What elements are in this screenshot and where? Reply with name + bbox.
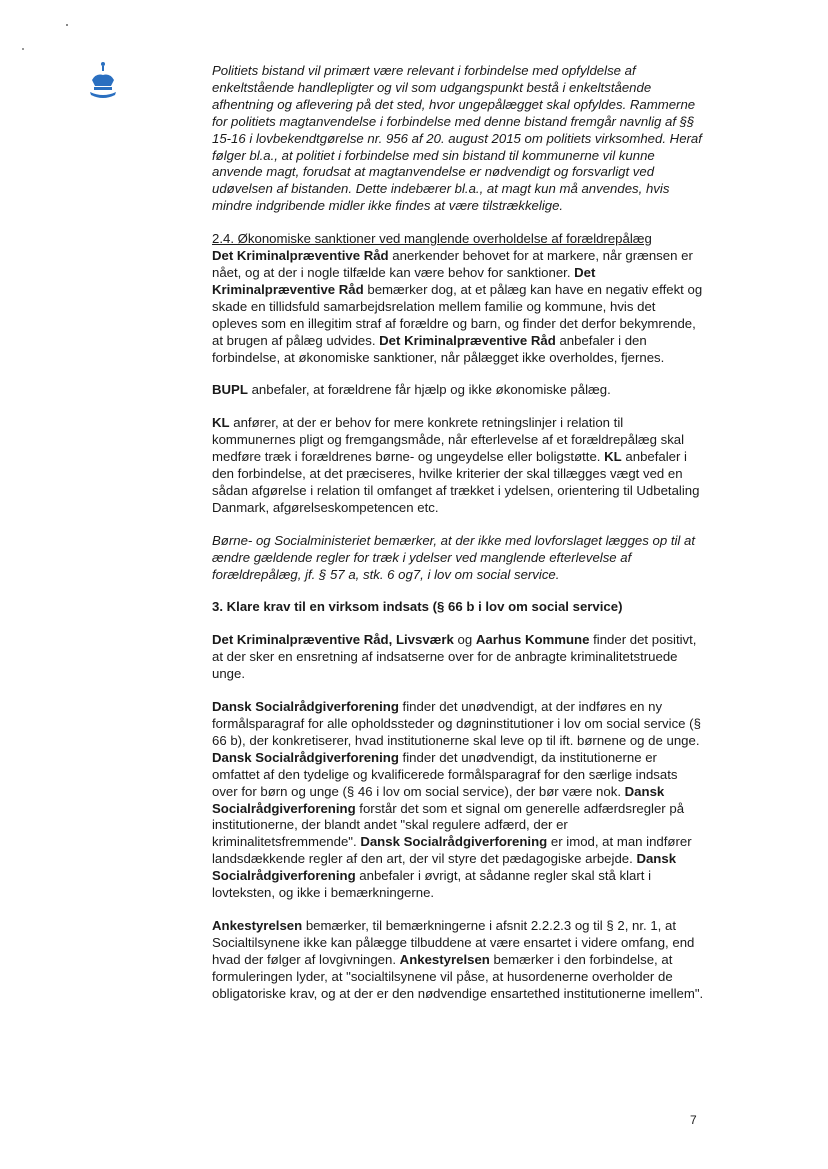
- scan-speck: [66, 24, 68, 26]
- text-run: finder det unødvendigt, da institutionerne er omfattet af den tydelige og kvalificerede formålsparagraf for den særlige indsats over for børn og unge (§ 46 i lov om social service), der bør være nok.: [212, 749, 678, 799]
- paragraph-dansk-socialraadgiverforening: [212, 699, 704, 902]
- organization-name: Det Kriminalpræventive Råd: [212, 264, 596, 297]
- paragraph-ministry-response: Børne- og Socialministeriet bemærker, at der ikke med lovforslaget lægges op til at ændre gældende regler for træk i ydelser ved manglende efterlevelse af forældrepålæg, jf. § 57 a, stk. 6 og7, i lov om social service.: [212, 532, 696, 582]
- text-run: er imod, at man indfører landsdækkende regler af den art, der vil styre det pædagogiske arbejde.: [212, 834, 692, 867]
- text-run: bemærker dog, at et pålæg kan have en negativ effekt og skade en tillidsfuld samarbejdsrelation mellem familie og kommune, hvis det opleves som en illegitim straf af forældre og barn, og finder det derfor bekymrende, at brugen af pålæg udvides.: [212, 281, 703, 348]
- organization-name: KL: [212, 415, 230, 431]
- organization-name: Aarhus Kommune: [475, 632, 590, 648]
- organization-name: Dansk Socialrådgiverforening: [212, 851, 677, 884]
- organization-name: Det Kriminalpræventive Råd, Livsværk: [212, 632, 454, 648]
- text-run: anerkender behovet for at markere, når grænsen er nået, og at der i nogle tilfælde kan være behov for sanktioner.: [212, 248, 693, 280]
- organization-name: Ankestyrelsen: [212, 917, 303, 933]
- text-run: og: [453, 632, 476, 648]
- text-run: anbefaler i den forbindelse, at det præciseres, hvilke kriterier der skal tillægges vægt ved en sådan afgørelse i relation til omfanget af trækket i ydelsen, orientering til Udbetaling Danmark, afgørelseskompetencen etc.: [212, 449, 700, 515]
- text-run: bemærker i den forbindelse, at formuleringen lyder, at "socialtilsynene vil påse, at husordenerne overholder de obligatoriske krav, og at der er den nødvendige ensartethed institutionerne imellem".: [212, 951, 704, 1001]
- page-number: 7: [690, 1113, 697, 1127]
- text-run: finder det unødvendigt, at der indføres en ny formålsparagraf for alle opholdssteder og døgninstitutioner i lov om social service (§ 66 b), der konkretiserer, hvad institutionerne skal leve op til ift. børnene og de unge.: [212, 699, 701, 748]
- scan-speck: [22, 48, 24, 50]
- organization-name: KL: [604, 449, 622, 465]
- text-run: anfører, at der er behov for mere konkrete retningslinjer i relation til kommunernes pligt og fremgangsmåde, når efterlevelse af et forældrepålæg skal medføre træk i forældrenes børne- og ungeydelse eller boligstøtte.: [212, 415, 685, 465]
- section-heading-2-4: 2.4. Økonomiske sanktioner ved manglende overholdelse af forældrepålæg: [212, 231, 652, 247]
- text-run: bemærker, til bemærkningerne i afsnit 2.2.2.3 og til § 2, nr. 1, at Socialtilsynene ikke kan pålægge tilbuddene at være ensartet i videre omfang, end hvad der følger af lovgivningen.: [212, 917, 695, 967]
- text-run: forstår det som et signal om generelle adfærdsregler på institutionerne, der blandt andet "skal regulere adfærd, der er kriminalitetsfremmende".: [212, 800, 685, 850]
- organization-name: Dansk Socialrådgiverforening: [212, 783, 665, 816]
- paragraph-ankestyrelsen: [212, 918, 704, 1003]
- text-run: anbefaler i øvrigt, at sådanne regler skal stå klart i lovteksten, og ikke i bemærkningerne.: [212, 868, 652, 901]
- text-run: anbefaler, at forældrene får hjælp og ikke økonomiske pålæg.: [247, 382, 611, 398]
- paragraph-livsvaerk-aarhus: [212, 632, 704, 683]
- section-heading-3: 3. Klare krav til en virksom indsats (§ 66 b i lov om social service): [212, 599, 623, 615]
- document-body: [212, 63, 704, 1019]
- organization-name: Det Kriminalpræventive Råd: [212, 248, 389, 264]
- paragraph-kriminalpraeventive-raad: [212, 248, 704, 366]
- text-run: finder det positivt, at der sker en ensretning af indsatserne over for de anbragte kriminalitetstruede unge.: [212, 632, 697, 682]
- organization-name: Ankestyrelsen: [399, 951, 490, 967]
- crown-emblem-icon: [74, 58, 124, 114]
- organization-name: Dansk Socialrådgiverforening: [212, 749, 399, 765]
- organization-name: Dansk Socialrådgiverforening: [360, 834, 548, 850]
- organization-name: Dansk Socialrådgiverforening: [212, 699, 399, 715]
- organization-name: Det Kriminalpræventive Råd: [379, 332, 556, 348]
- paragraph-bupl: [212, 382, 704, 399]
- paragraph-police-assistance: Politiets bistand vil primært være relevant i forbindelse med opfyldelse af enkeltstående handlepligter og vil som udgangspunkt bestå i enkeltstående afhentning og aflevering på det sted, hvor ungepålægget skal opfyldes. Rammerne for politiets magtanvendelse i forbindelse med denne bistand fremgår navnlig af §§ 15-16 i lovbekendtgørelse nr. 956 af 20. august 2015 om politiets virksomhed. Heraf følger bl.a., at politiet i forbindelse med sin bistand til kommunerne vil kunne anvende magt, forudsat at magtanvendelse er nødvendigt og forsvarligt ved udøvelsen af bistanden. Dette indebærer bl.a., at magt kun må anvendes, hvis mindre indgribende midler ikke findes at være tilstrækkelige.: [212, 63, 702, 214]
- paragraph-kl: [212, 415, 704, 516]
- text-run: anbefaler i den forbindelse, at økonomiske sanktioner, når pålægget ikke overholdes, fjernes.: [212, 332, 665, 365]
- organization-name: BUPL: [212, 382, 248, 398]
